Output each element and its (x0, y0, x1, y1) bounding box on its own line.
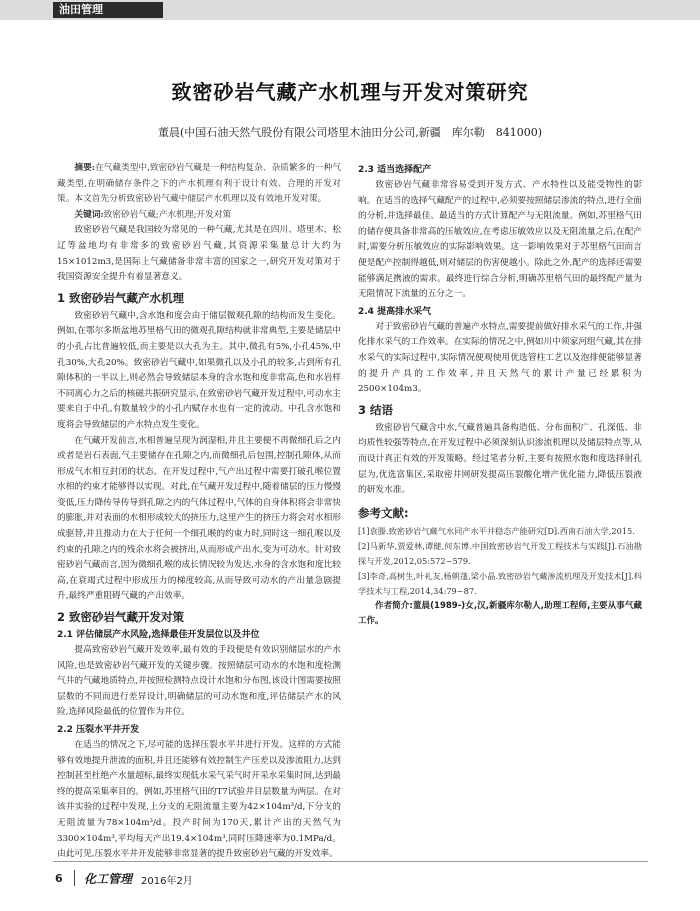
reference-item: [2]马新华,贾爱林,谭健,何东博.中国致密砂岩气开发工程技术与实践[J].石油勘探与开发,2012,05:572~579. (358, 540, 642, 566)
issue-date: 2016年2月 (141, 876, 193, 887)
reference-item: [1]袁滕.致密砂岩气藏气水同产水平井稳态产能研究[D].西南石油大学,2015. (358, 525, 635, 536)
section-tag: 油田管理 (53, 2, 163, 18)
section-2-3-heading: 2.3 适当选择配产 (358, 165, 432, 175)
keywords-label: 关键词: (74, 209, 104, 220)
section-2-4-heading: 2.4 提高排水采气 (358, 306, 432, 317)
page-number: 6 (55, 872, 63, 885)
abstract-label: 摘要: (74, 163, 95, 173)
article-title: 致密砂岩气藏产水机理与开发对策研究 (171, 80, 529, 104)
author-line: 董晨(中国石油天然气股份有限公司塔里木油田分公司,新疆 库尔勒 841000) (157, 126, 543, 139)
section-1-paragraph-1: 致密砂岩气藏中,含水饱和度会由于储层微观孔隙的结构而发生变化。例如,在鄂尔多斯盆地苏里格气田的微观孔隙结构就非常典型,主要是储层中的小孔占比普遍较低,而主要是以大孔为主。其中,微孔有5%,小孔45%,中孔30%,大孔20%。致密砂岩气藏中,如果微孔以及小孔的较多,占到所有孔隙体积的一半以上,则必然会导致储层本身的含水饱和度非常高,色和水岩样不同离心力之后的核磁共振研究显示,在致密砂岩气藏开发过程中,可动水主要来自于中孔,有数量较少的小孔内赋存水也有一定的流动。中孔含水饱和度将会导致储层的产水特点发生变化。 (57, 310, 341, 430)
section-3-paragraph: 致密砂岩气藏含中水,气藏普遍具备构造低、分布面积广、孔深低、非均质性较强等特点,在开发过程中必须深刻认识渗流机理以及储层特点等,从而设计真正有效的开发策略。经过笔者分析,主要有按照水饱和度选择射孔层为,优选富集区,采取密井网研发提高压裂酸化增产优化能力,降低压裂液的研发水准。 (358, 422, 642, 496)
section-1-heading: 1 致密砂岩气藏产水机理 (57, 290, 185, 305)
section-2-3-paragraph: 致密砂岩气藏非常容易受到开发方式、产水特性以及能受物性的影响。在适当的选择气藏配产的过程中,必须要按照储层渗流的特点,进行全面的分析,并选择最佳、最适当的方式计算配产与无阻流量。例如,苏里格气田的储存便具备非常高的压敏效应,在考虑压敏效应以及无阻流量之后,在配产时,需要分析压敏效应的实际影响效果。这一影响效果对于苏里格气田而言便是配产控制得越低,则对储层的伤害便越小。除此之外,配产的选择还需要能够满足携液的需求。最终进行综合分析,明确苏里格气田的最终配产量为无阻情况下流量的五分之一。 (358, 180, 642, 300)
footer-divider (53, 861, 648, 862)
abstract-text: 在气藏类型中,致密砂岩气藏是一种结构复杂、杂质繁多的一种气藏类型,在明确储存条件之下的产水机理有利于设计有效、合理的开发对策。本文首先分析致密砂岩气藏中储层产水机理以及有效地开发对策。 (57, 163, 341, 205)
section-2-1-paragraph: 提高致密砂岩气藏开发效率,最有效的手段便是有效识别储层水的产水风险,也是致密砂岩气藏开发的关键步骤。按照储层可动水的水饱和度检测气井的气藏地质特点,并按照检测特点设计水饱和分布图,该设计图需要按照层数的不同而进行差异设计,明确储层的可动水饱和度,评估储层产水的风险,选择风险最低的位置作为井位。 (57, 645, 341, 718)
intro-paragraph: 致密砂岩气藏是我国较为常见的一种气藏,尤其是在四川、塔里木、松辽等盆地均有非常多的致密砂岩气藏,其资源采集量总计大约为15×1012m3,是国际上气藏储备非常丰富的国家之一,研究开发对策对于我国资源安全提升有着显著意义。 (57, 225, 341, 283)
section-3-heading: 3 结语 (358, 402, 394, 417)
left-column (57, 161, 341, 863)
keywords-text: 致密砂岩气藏;产水机理;开发对策 (103, 209, 232, 220)
section-2-2-paragraph: 在适当的情况之下,尽可能的选择压裂水平井进行开发。这样的方式能够有效地提升泄流的面积,并且还能够有效控制生产压差以及渗流阻力,达到控制甚至杜绝产水量超标,最终实现低水采气采气时开采水采集时间,达到最终的提高采集率目的。例如,苏里格气田的T7试验井目层数量为两层。在对该井实验的过程中发现,上分支的无阻流量主要为42×104m³/d,下分支的无阻流量为78×104m³/d。投产时间为170天,累计产出的天然气为3300×104m³,平均每天产出19.4×104m³,同时压降速率为0.1MPa/d。由此可见,压裂水平井开发能够非常显著的提升致密砂岩气藏的开发效率。 (57, 740, 341, 860)
section-2-1-heading: 2.1 评估储层产水风险,选择最佳开发层位以及井位 (57, 630, 260, 641)
section-2-2-heading: 2.2 压裂水平井开发 (57, 725, 140, 735)
reference-item: [3]李奇,高树生,叶礼友,杨朝蓬,梁小晶.致密砂岩气藏渗流机理及开发技术[J].科学技术与工程,2014,34:79~87. (358, 570, 642, 596)
right-column (358, 161, 642, 630)
abstract (57, 161, 341, 208)
references-heading: 参考文献: (358, 505, 409, 520)
section-2-4-paragraph: 对于致密砂岩气藏的普遍产水特点,需要提前做好排水采气的工作,并强化排水采气的工作效率。在实际的情况之中,例如川中须家河组气藏,其在排水采气的实际过程中,实际情况便观使用优选管柱工艺以及泡排便能够显著的提升产具的工作效率,并且天然气的累计产量已经累积为2500×104m3。 (358, 321, 642, 395)
section-2-heading: 2 致密砂岩气藏开发对策 (57, 610, 185, 625)
keywords (57, 208, 341, 224)
author-bio: 作者简介:董晨(1989-)女,汉,新疆库尔勒人,助理工程师,主要从事气藏工作。 (358, 600, 642, 627)
section-1-paragraph-2: 在气藏开发前言,水相普遍呈现为润湿相,并且主要便不再微细孔后之内或者是岩石表面,气主要储存在孔隙之内,而微细孔后包围,控制孔隙体,从而形成气水相互封闭的状态。在开发过程中,气产出过程中需要打破孔喉位置水相的约束才能够得以实现。对此,在气藏开发过程中,随着储层的压力慢慢变低,压力降传导传导到孔隙之内的气体过程中,气体的自身体积将会非常快的膨胀,并对表面的水相形成较大的挤压力,这里产生的挤压力将会对水相形成驱替,并且推动力在大于任何一个细孔喉的约束力时,同时这一细孔喉以及约束的孔隙之内的残余水将会被挤出,从而形成产出水,变为可动水。针对致密砂岩气藏而言,因为微细孔喉的成长情况较为发达,水身的含水饱和度比较高,在衰竭式过程中形成压力的梯度较高,从而导致可动水的产出量急剧提升,最终严重阻碍气藏的产出效率。 (57, 435, 341, 602)
footer-separator (74, 870, 75, 886)
journal-name: 化工管理 (84, 872, 133, 886)
